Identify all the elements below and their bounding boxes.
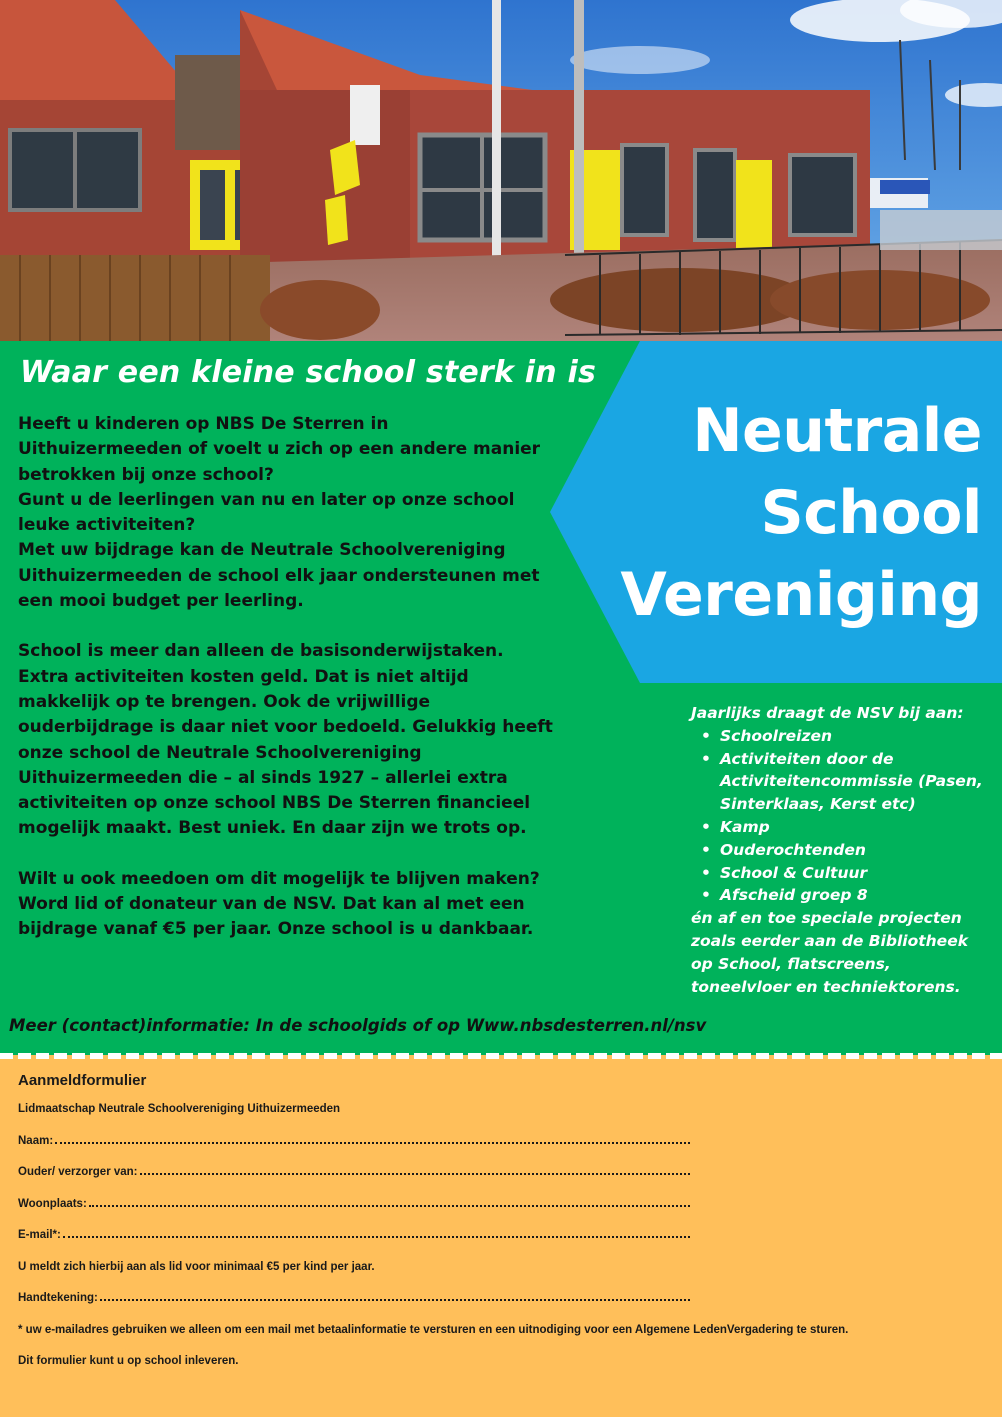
title-line-3: Vereniging: [620, 560, 982, 630]
body-paragraph-2: School is meer dan alleen de basisonderwijstaken. Extra activiteiten kosten geld. Dat is niet altijd makkelijk op te brengen. Ook de vrijwillige ouderbijdrage is daar niet voor bedoeld. Gelukkig heeft onze school de Neutrale Schoolvereniging Uithuizermeeden die – al sinds 1927 – allerlei extra activiteiten op onze school NBS De Sterren financieel mogelijk maakt. Best uniek. En daar zijn we trots op.: [18, 641, 553, 839]
school-building-photo: [0, 0, 1002, 341]
city-dotted-line[interactable]: [89, 1199, 690, 1207]
body-paragraph-costs: [18, 639, 558, 841]
list-item: • Activiteiten door de Activiteitencommissie (Pasen, Sinterklaas, Kerst etc): [701, 748, 991, 816]
contributions-outro: én af en toe speciale projecten zoals eerder aan de Bibliotheek op School, flatscreens, toneelvloer en techniektorens.: [691, 909, 969, 996]
form-title: Aanmeldformulier: [18, 1072, 147, 1089]
form-subtitle: Lidmaatschap Neutrale Schoolvereniging Uithuizermeeden: [18, 1103, 341, 1115]
contributions-intro: Jaarlijks draagt de NSV bij aan:: [691, 704, 964, 722]
city-label: Woonplaats:: [18, 1197, 87, 1210]
dashed-divider: [0, 1053, 1002, 1059]
name-label: Naam:: [18, 1134, 54, 1147]
headline: Waar een kleine school sterk in is: [20, 355, 596, 390]
body-text: [18, 412, 558, 968]
parent-field[interactable]: [18, 1166, 690, 1198]
title-line-2: School: [760, 478, 982, 548]
city-field[interactable]: [18, 1198, 690, 1230]
email-dotted-line[interactable]: [63, 1230, 690, 1238]
name-dotted-line[interactable]: [55, 1136, 690, 1144]
registration-form: [18, 1072, 993, 1387]
list-item: • Afscheid groep 8: [701, 884, 991, 907]
list-item: • Kamp: [701, 816, 991, 839]
signature-label: Handtekening:: [18, 1292, 98, 1304]
title-line-1: Neutrale: [692, 396, 982, 466]
email-field[interactable]: [18, 1229, 690, 1261]
return-note: Dit formulier kunt u op school inleveren.: [18, 1355, 239, 1367]
signature-field[interactable]: [18, 1292, 690, 1324]
email-label: E-mail*:: [18, 1229, 61, 1241]
body-paragraph-join: [18, 867, 558, 943]
contributions-items: [701, 725, 991, 907]
body-paragraph-1: Heeft u kinderen op NBS De Sterren in Uithuizermeeden of voelt u zich op een andere manier betrokken bij onze school? Gunt u de leerlingen van nu en later op onze school leuke activiteiten? Met uw bijdrage kan de Neutrale Schoolvereniging Uithuizermeeden de school elk jaar ondersteunen met een mooi budget per leerling.: [18, 414, 541, 612]
name-field[interactable]: [18, 1135, 690, 1167]
signature-dotted-line[interactable]: [100, 1293, 690, 1301]
list-item: • School & Cultuur: [701, 862, 991, 885]
body-paragraph-3: Wilt u ook meedoen om dit mogelijk te blijven maken? Word lid of donateur van de NSV. Dat kan al met een bijdrage vanaf €5 per jaar. Onze school is u dankbaar.: [18, 868, 540, 940]
membership-statement: U meldt zich hierbij aan als lid voor minimaal €5 per kind per jaar.: [18, 1260, 375, 1273]
parent-label: Ouder/ verzorger van:: [18, 1166, 138, 1178]
contributions-list: [691, 702, 991, 998]
list-item: • Ouderochtenden: [701, 839, 991, 862]
parent-dotted-line[interactable]: [140, 1167, 690, 1175]
contact-info: Meer (contact)informatie: In de schoolgids of op Www.nbsdesterren.nl/nsv: [9, 1016, 707, 1035]
list-item: • Schoolreizen: [701, 725, 991, 748]
page-title: [620, 390, 982, 636]
email-footnote: * uw e-mailadres gebruiken we alleen om een mail met betaalinformatie te versturen en een uitnodiging voor een Algemene LedenVergadering te sturen.: [18, 1323, 849, 1336]
body-paragraph-intro: [18, 412, 558, 614]
